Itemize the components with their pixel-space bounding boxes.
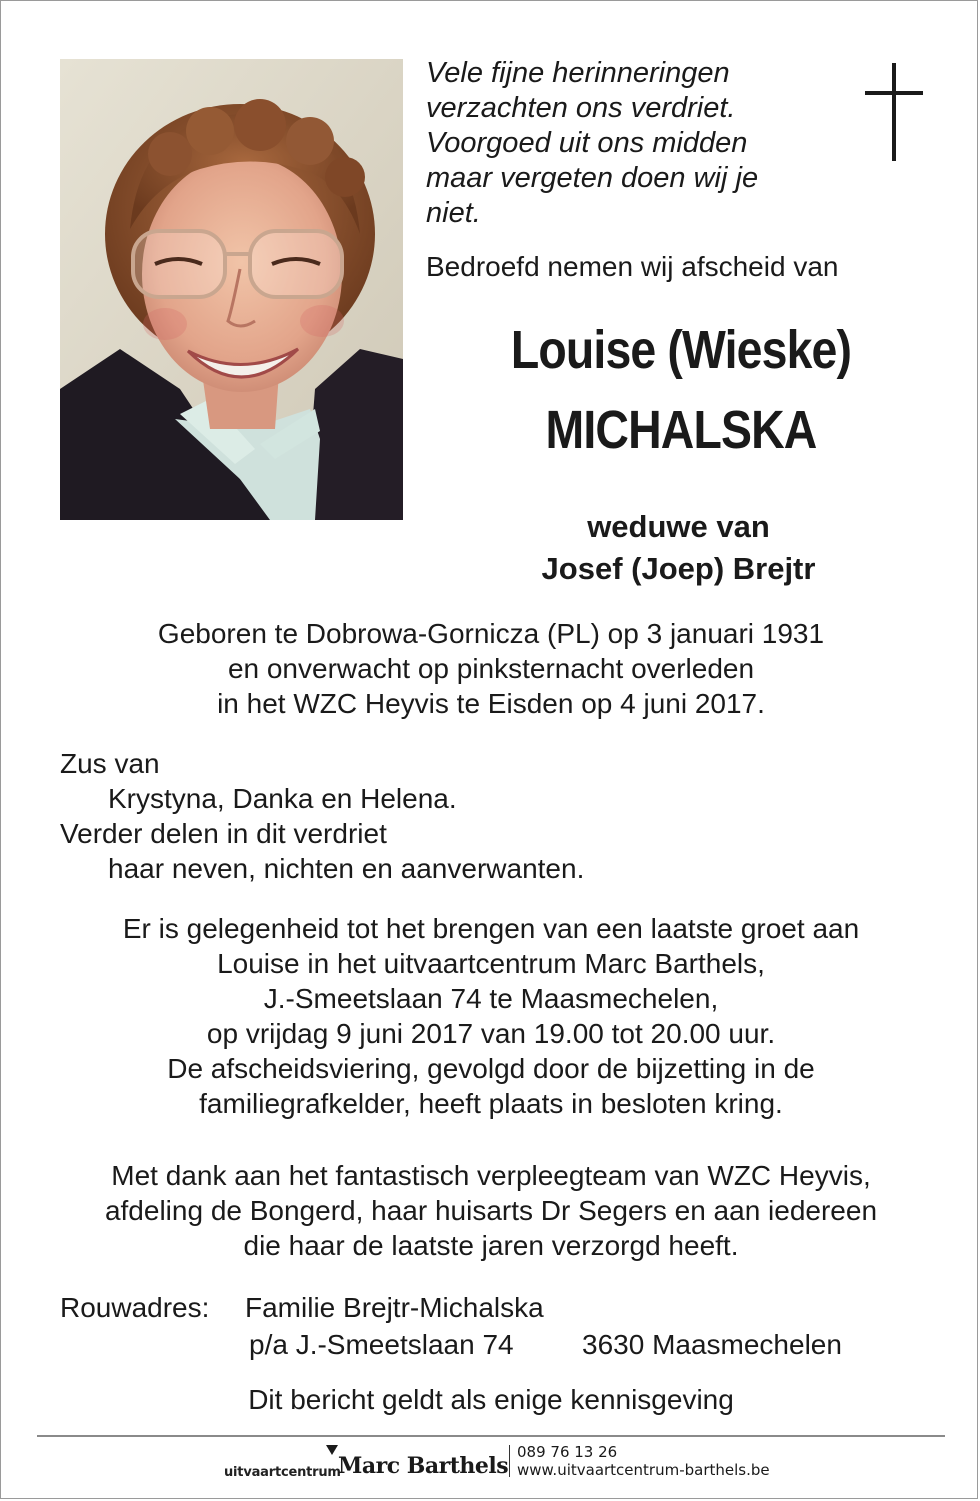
ceremony-block <box>31 911 951 1121</box>
poem-line: Voorgoed uit ons midden <box>426 127 748 159</box>
sisters-names: Krystyna, Danka en Helena. <box>108 783 457 814</box>
poem-line: verzachten ons verdriet. <box>426 92 736 124</box>
spouse-label: weduwe van <box>587 509 770 544</box>
portrait-photo <box>60 59 403 520</box>
birth-death-block <box>31 616 951 721</box>
ceremony-line: Er is gelegenheid tot het brengen van een laatste groet aan <box>122 913 860 944</box>
address-block <box>60 1289 842 1363</box>
footer-brand: Marc Barthels <box>338 1453 509 1479</box>
address-city: 3630 Maasmechelen <box>582 1329 842 1360</box>
thanks-line: afdeling de Bongerd, haar huisarts Dr Segers en aan iedereen <box>104 1195 878 1226</box>
ceremony-line: op vrijdag 9 juni 2017 van 19.00 tot 20.00 uur. <box>206 1018 776 1049</box>
ceremony-line: familiegrafkelder, heeft plaats in besloten kring. <box>199 1088 783 1119</box>
birth-death-line: Geboren te Dobrowa-Gornicza (PL) op 3 januari 1931 <box>157 618 825 649</box>
family-block <box>60 746 584 886</box>
deceased-first-name: Louise (Wieske) <box>510 320 852 380</box>
others-label: Verder delen in dit verdriet <box>60 818 387 849</box>
poem-line: Vele fijne herinneringen <box>426 57 730 89</box>
sister-label: Zus van <box>60 748 160 779</box>
poem-line: maar vergeten doen wij je <box>426 162 759 194</box>
footer-divider <box>37 1435 945 1437</box>
footer-phone: 089 76 13 26 <box>517 1443 618 1461</box>
ceremony-line: J.-Smeetslaan 74 te Maasmechelen, <box>263 983 719 1014</box>
footer-prefix: uitvaartcentrum <box>224 1465 341 1480</box>
thanks-block <box>31 1158 951 1263</box>
footer <box>1 1439 979 1489</box>
notice-text: Dit bericht geldt als enige kennisgeving <box>248 1384 734 1415</box>
poem-line: niet. <box>426 197 481 229</box>
address-label: Rouwadres: <box>60 1292 210 1323</box>
deceased-last-name: MICHALSKA <box>545 400 817 460</box>
ceremony-line: De afscheidsviering, gevolgd door de bijzetting in de <box>167 1053 815 1084</box>
address-family: Familie Brejtr-Michalska <box>245 1292 544 1323</box>
birth-death-line: en onverwacht op pinksternacht overleden <box>227 653 755 684</box>
thanks-line: Met dank aan het fantastisch verpleegteam van WZC Heyvis, <box>111 1160 871 1191</box>
intro-text: Bedroefd nemen wij afscheid van <box>426 251 839 282</box>
footer-website[interactable]: www.uitvaartcentrum-barthels.be <box>517 1461 770 1479</box>
cross-icon <box>865 63 923 161</box>
ceremony-line: Louise in het uitvaartcentrum Marc Barthels, <box>217 948 765 979</box>
thanks-line: die haar de laatste jaren verzorgd heeft. <box>243 1230 739 1261</box>
footer-separator <box>509 1445 510 1477</box>
brand-triangle-icon <box>326 1445 338 1455</box>
address-street: p/a J.-Smeetslaan 74 <box>249 1329 514 1360</box>
spouse-name: Josef (Joep) Brejtr <box>541 551 816 586</box>
birth-death-line: in het WZC Heyvis te Eisden op 4 juni 2017. <box>217 688 765 719</box>
poem <box>426 56 846 231</box>
others-names: haar neven, nichten en aanverwanten. <box>108 853 585 884</box>
